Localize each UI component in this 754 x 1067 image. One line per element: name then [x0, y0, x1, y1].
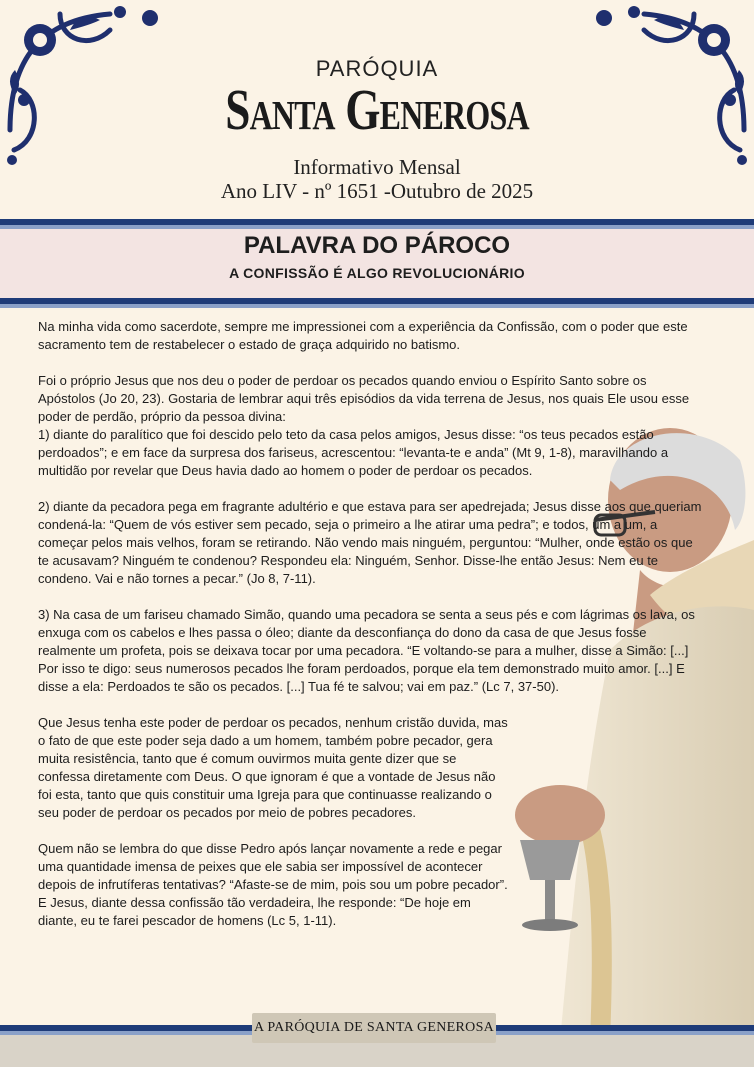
parish-label: PARÓQUIA: [315, 56, 439, 81]
issue-line: Ano LIV - nº 1651 -Outubro de 2025: [220, 179, 534, 203]
bulletin-info: [0, 155, 754, 203]
bulletin-type: Informativo Mensal: [293, 155, 461, 179]
article-paragraph: Quem não se lembra do que disse Pedro após lançar novamente a rede e pegar uma quantidade imensa de peixes que ele sabia ser impossível de acontecer depois de infrutíferas tentativas? “Afaste-se de mim, pois sou um pobre pecador”. E Jesus, diante dessa confissão tão verdadeira, lhe responde: “De hoje em diante, eu te farei pescador de homens (Lc 5, 1-11).: [38, 841, 508, 928]
masthead: [0, 0, 754, 215]
divider-bar-middle: [0, 298, 754, 308]
article-paragraph: [38, 372, 703, 480]
episode-two: 2) diante da pecadora pega em fragrante adultério e que estava para ser apedrejada; Jesus disse aos que queriam condená-la: “Quem de vós estiver sem pecado, seja o primeiro a lhe atirar uma pedra”; e todos, um a um, a começar pelos mais velhos, foram se retirando. Não vendo mais ninguém, perguntou: “Mulher, onde estão os que te acusavam? Ninguém te condenou? Respondeu ela: Ninguém, Senhor. Disse-lhe então Jesus: Nem eu te condeno. Vai e não tornes a pecar.” (Jo 8, 7-11).: [38, 499, 702, 586]
article-intro: Foi o próprio Jesus que nos deu o poder de perdoar os pecados quando enviou o Espírito Santo sobre os Apóstolos (Jo 20, 23). Gostaria de lembrar aqui três episódios da vida terrena de Jesus, nos quais Ele usou esse poder de perdão, próprio da pessoa divina:: [38, 373, 690, 424]
divider-bar-top: [0, 219, 754, 229]
episode-one: 1) diante do paralítico que foi descido pelo teto da casa pelos amigos, Jesus disse: “os teus pecados estão perdoados”; e em face da surpresa dos fariseus, acrescentou: “levanta-te e anda” (Mt 9, 1-8), maravilhando a multidão por revelar que Deus havia dado ao homem o poder de perdoar os pecados.: [38, 427, 669, 478]
episode-three: 3) Na casa de um fariseu chamado Simão, quando uma pecadora se senta a seus pés e com lágrimas os lava, os enxuga com os cabelos e lhes passa o óleo; diante da desconfiança do dono da casa de que Jesus fosse realmente um profeta, pois se deixava tocar por uma pecadora. “E voltando-se para a mulher, disse a Simão: [...] Por isso te digo: seus numerosos pecados lhe foram perdoados, porque ela tem demonstrado muito amor. [...] E disse a ela: Perdoados te são os pecados. [...] Tua fé te salvou; vai em paz.” (Lc 7, 37-50).: [38, 607, 695, 694]
article-paragraph: Que Jesus tenha este poder de perdoar os pecados, nenhum cristão duvida, mas o fato de que este poder seja dado a um homem, também pobre pecador, gera muita resistência, tanto que é comum ouvirmos muita gente dizer que se confessa diretamente com Deus. O que ignoram é que a vontade de Jesus não foi esta, tanto que quis constituir uma Igreja para que continuasse realizando o seu poder de perdoar os pecados por meio de pobres pecadores.: [38, 715, 508, 820]
article-paragraph: Na minha vida como sacerdote, sempre me impressionei com a experiência da Confissão, com o poder que este sacramento tem de restabelecer o estado de graça adquirido no batismo.: [38, 319, 688, 352]
section-subtitle: A CONFISSÃO É ALGO REVOLUCIONÁRIO: [229, 265, 525, 281]
footer-tag: A PARÓQUIA DE SANTA GENEROSA: [252, 1013, 496, 1043]
article-body: [38, 318, 702, 948]
parish-name: Santa Generosa: [225, 77, 529, 142]
section-title: PALAVRA DO PÁROCO: [243, 232, 511, 259]
